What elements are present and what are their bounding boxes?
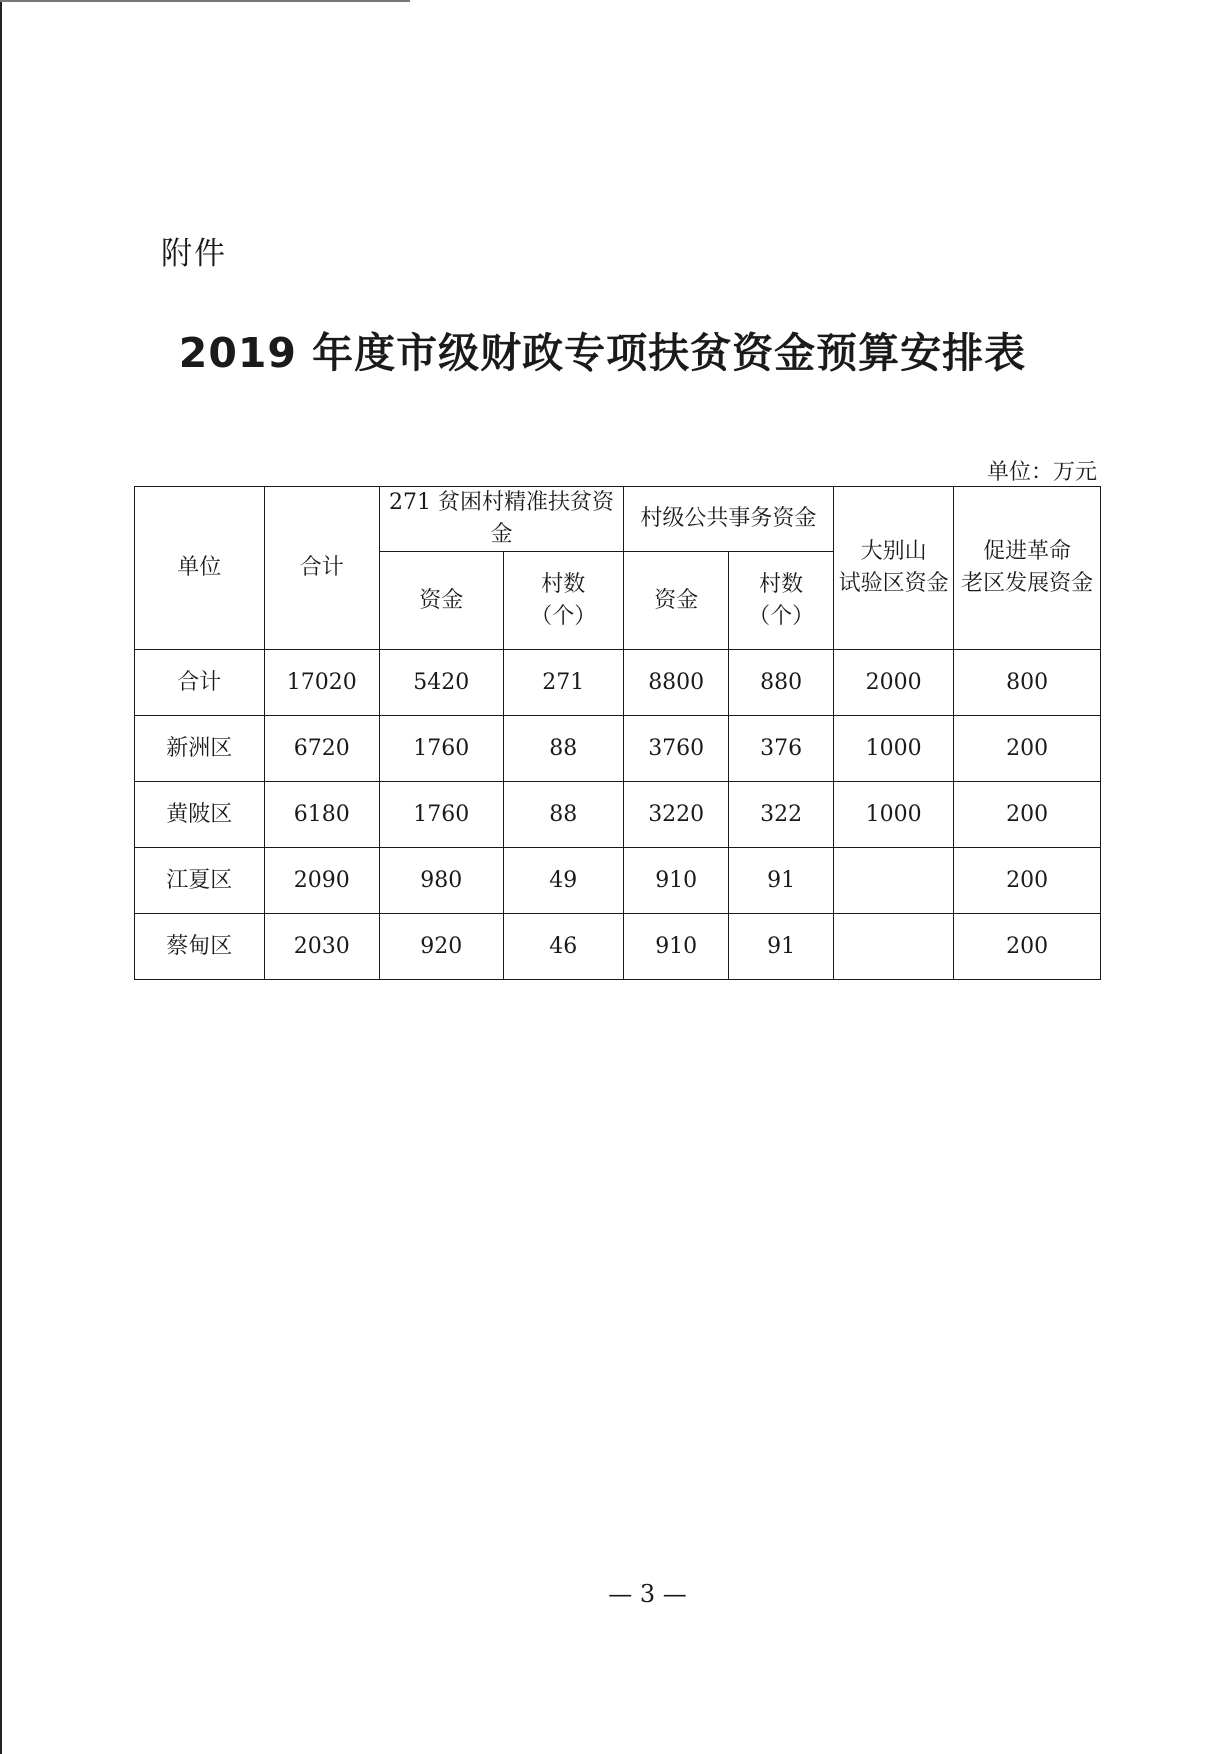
cell-271-villages: 88	[503, 782, 623, 848]
cell-dabieshan: 1000	[833, 782, 953, 848]
cell-271-funds: 920	[380, 914, 504, 980]
cell-271-funds: 5420	[380, 650, 504, 716]
header-dabieshan-line1: 大别山	[860, 539, 927, 564]
cell-dabieshan	[833, 914, 953, 980]
header-total: 合计	[264, 487, 379, 650]
cell-unit: 蔡甸区	[135, 914, 265, 980]
header-revolution	[954, 487, 1101, 650]
cell-public-funds: 910	[623, 848, 728, 914]
attachment-label: 附件	[161, 236, 227, 272]
cell-unit: 新洲区	[135, 716, 265, 782]
header-row-1	[135, 487, 1101, 552]
cell-271-funds: 1760	[380, 782, 504, 848]
scan-edge-top	[0, 0, 410, 2]
budget-table	[134, 486, 1101, 980]
cell-271-villages: 88	[503, 716, 623, 782]
cell-revolution: 200	[954, 914, 1101, 980]
cell-unit: 合计	[135, 650, 265, 716]
cell-public-funds: 3220	[623, 782, 728, 848]
cell-271-funds: 1760	[380, 716, 504, 782]
table-row	[135, 716, 1101, 782]
cell-total: 6720	[264, 716, 379, 782]
cell-public-funds: 910	[623, 914, 728, 980]
table-row	[135, 914, 1101, 980]
table-row	[135, 650, 1101, 716]
cell-public-villages: 91	[729, 848, 833, 914]
cell-dabieshan	[833, 848, 953, 914]
cell-revolution: 200	[954, 848, 1101, 914]
cell-revolution: 200	[954, 716, 1101, 782]
cell-dabieshan: 1000	[833, 716, 953, 782]
header-271-villages-line1: 村数	[541, 571, 586, 597]
unit-note: 单位：万元	[986, 460, 1097, 485]
cell-public-villages: 91	[729, 914, 833, 980]
header-revolution-line2: 老区发展资金	[961, 571, 1094, 596]
cell-public-funds: 8800	[623, 650, 728, 716]
cell-unit: 黄陂区	[135, 782, 265, 848]
cell-public-villages: 880	[729, 650, 833, 716]
table-row	[135, 848, 1101, 914]
cell-public-villages: 376	[729, 716, 833, 782]
cell-total: 2030	[264, 914, 379, 980]
header-271-funds: 资金	[380, 552, 504, 650]
document-title: 2019 年度市级财政专项扶贫资金预算安排表	[178, 329, 1027, 377]
header-unit: 单位	[135, 487, 265, 650]
cell-public-villages: 322	[729, 782, 833, 848]
cell-271-funds: 980	[380, 848, 504, 914]
cell-public-funds: 3760	[623, 716, 728, 782]
header-271-villages-line2: （个）	[530, 603, 597, 629]
page-number: — 3 —	[608, 1580, 687, 1608]
header-public-villages	[729, 552, 833, 650]
cell-total: 17020	[264, 650, 379, 716]
cell-dabieshan: 2000	[833, 650, 953, 716]
table-row	[135, 782, 1101, 848]
cell-total: 2090	[264, 848, 379, 914]
scan-edge-left	[0, 0, 2, 1754]
cell-271-villages: 49	[503, 848, 623, 914]
header-group-271: 271 贫困村精准扶贫资金	[380, 487, 624, 552]
cell-revolution: 200	[954, 782, 1101, 848]
cell-total: 6180	[264, 782, 379, 848]
header-revolution-line1: 促进革命	[983, 539, 1072, 564]
header-271-villages	[503, 552, 623, 650]
header-public-villages-line2: （个）	[748, 603, 815, 629]
header-public-villages-line1: 村数	[759, 571, 804, 597]
cell-271-villages: 271	[503, 650, 623, 716]
header-dabieshan-line2: 试验区资金	[838, 571, 949, 596]
cell-271-villages: 46	[503, 914, 623, 980]
cell-unit: 江夏区	[135, 848, 265, 914]
header-dabieshan	[833, 487, 953, 650]
header-public-funds: 资金	[623, 552, 728, 650]
header-group-public: 村级公共事务资金	[623, 487, 833, 552]
cell-revolution: 800	[954, 650, 1101, 716]
